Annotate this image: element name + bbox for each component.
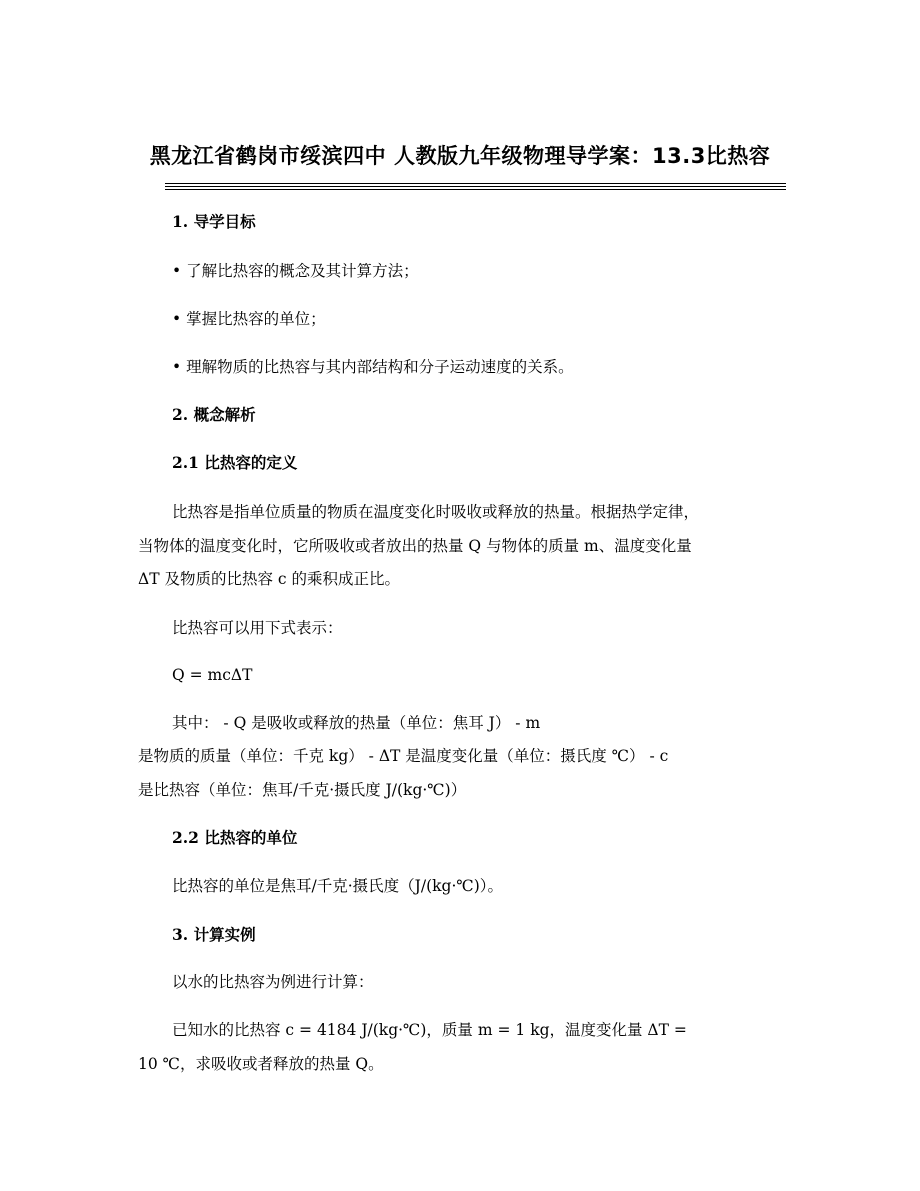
objective-item: • 了解比热容的概念及其计算方法；: [172, 262, 419, 280]
section-2-1-heading: 2.1 比热容的定义: [172, 453, 298, 472]
variable-definitions-line: 是物质的质量（单位：千克 kg） - ΔT 是温度变化量（单位：摄氏度 ℃） - c: [138, 747, 669, 765]
example-intro: 以水的比热容为例进行计算：: [172, 973, 374, 991]
variable-definitions-line: 其中： - Q 是吸收或释放的热量（单位：焦耳 J） - m: [172, 714, 541, 732]
section-3-heading: 3. 计算实例: [172, 925, 256, 944]
formula: Q = mcΔT: [172, 666, 253, 684]
objective-item: • 掌握比热容的单位；: [172, 310, 326, 328]
title-underline-2: [165, 186, 786, 187]
definition-paragraph-line: 比热容是指单位质量的物质在温度变化时吸收或释放的热量。根据热学定律，: [172, 503, 700, 521]
title-underline-1: [165, 183, 786, 184]
definition-paragraph-line: 当物体的温度变化时，它所吸收或者放出的热量 Q 与物体的质量 m、温度变化量: [138, 537, 692, 555]
section-1-heading: 1. 导学目标: [172, 212, 256, 231]
example-paragraph-line: 10 ℃，求吸收或者释放的热量 Q。: [138, 1055, 384, 1073]
title-underline-3: [165, 189, 786, 190]
unit-paragraph: 比热容的单位是焦耳/千克·摄氏度（J/(kg·℃)）。: [172, 877, 504, 895]
section-2-2-heading: 2.2 比热容的单位: [172, 828, 298, 847]
variable-definitions-line: 是比热容（单位：焦耳/千克·摄氏度 J/(kg·℃)）: [138, 781, 467, 799]
example-paragraph-line: 已知水的比热容 c = 4184 J/(kg·℃)，质量 m = 1 kg，温度变化量 ΔT =: [172, 1021, 687, 1039]
document-title: 黑龙江省鹤岗市绥滨四中 人教版九年级物理导学案：13.3比热容: [149, 144, 771, 168]
formula-intro: 比热容可以用下式表示：: [172, 619, 343, 637]
section-2-heading: 2. 概念解析: [172, 405, 256, 424]
definition-paragraph-line: ΔT 及物质的比热容 c 的乘积成正比。: [138, 570, 400, 588]
objective-item: • 理解物质的比热容与其内部结构和分子运动速度的关系。: [172, 358, 574, 376]
